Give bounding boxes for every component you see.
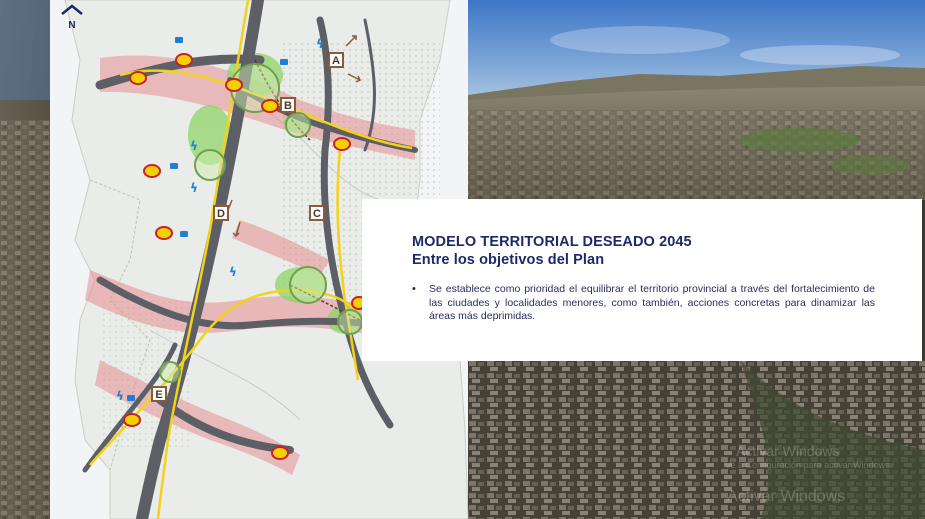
bullet-list [412, 283, 902, 324]
svg-text:D: D [217, 208, 225, 220]
svg-text:ϟ: ϟ [316, 37, 324, 51]
card-subtitle: Entre los objetivos del Plan [412, 252, 605, 268]
zone-label-d [214, 206, 228, 220]
left-aerial-photo [0, 0, 50, 519]
watermark-line1: Activar Windows [736, 443, 840, 459]
svg-text:ϟ: ϟ [190, 139, 198, 153]
bullet-text: Se establece como prioridad el equilibrar el territorio provincial a través del fortalecimiento de las ciudades y localidades menores, como también, acciones concretas para dinamizar las áreas más deprimidas. [429, 283, 875, 322]
zone-label-a [329, 53, 343, 67]
svg-text:A: A [332, 55, 340, 67]
bullet-icon: • [412, 283, 416, 295]
svg-text:ϟ: ϟ [190, 181, 198, 195]
zone-label-e [152, 387, 166, 401]
zone-label-b [281, 98, 295, 112]
svg-text:B: B [284, 100, 292, 112]
watermark-line2: Ve a Configuración para activar Windows. [725, 460, 893, 470]
svg-text:E: E [155, 389, 163, 401]
svg-text:ϟ: ϟ [116, 389, 124, 403]
svg-text:C: C [313, 208, 321, 220]
zone-label-c [310, 206, 324, 220]
watermark-line3: Activar Windows [727, 488, 846, 505]
card-title: MODELO TERRITORIAL DESEADO 2045 [412, 234, 692, 250]
info-card [362, 199, 922, 361]
svg-text:ϟ: ϟ [229, 265, 237, 279]
list-item [412, 283, 902, 324]
svg-text:N: N [68, 20, 76, 31]
